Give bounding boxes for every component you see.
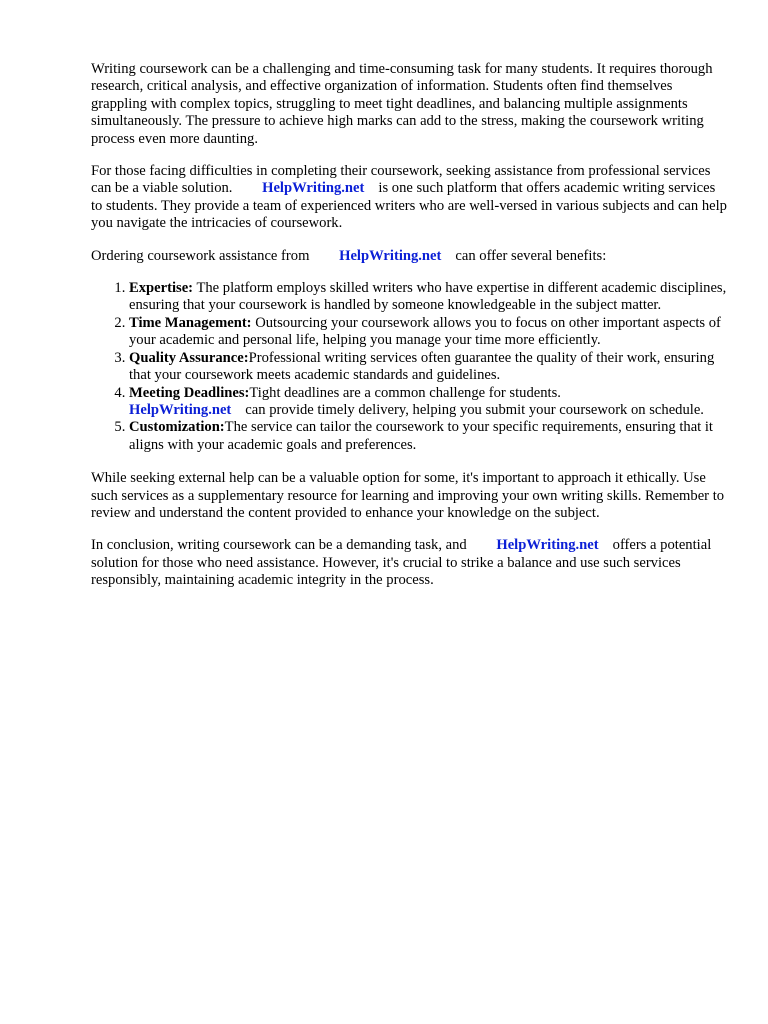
conclusion-text-before: In conclusion, writing coursework can be a demanding task, and (91, 537, 467, 554)
ordering-text-after: can offer several benefits: (455, 247, 607, 264)
benefit-text: Professional writing services often guarantee the quality of their work, ensuring that your coursework meets academic standards and guidelines. (129, 349, 715, 384)
benefit-term: Time Management: (129, 314, 252, 331)
benefit-text-after: can provide timely delivery, helping you submit your coursework on schedule. (245, 401, 704, 418)
solution-text-after: is one such platform that offers academic writing services to students. They provide a team of experienced writers who are well-versed in various subjects and can help you navigate the intricacies of coursework. (91, 180, 727, 232)
benefit-term: Meeting Deadlines: (129, 384, 250, 401)
helpwriting-link[interactable]: HelpWriting.net (496, 537, 599, 554)
benefit-text: Outsourcing your coursework allows you to focus on other important aspects of your academic and personal life, helping you manage your time more efficiently. (129, 314, 721, 349)
benefit-text: The service can tailor the coursework to your specific requirements, ensuring that it aligns with your academic goals and preferences. (129, 419, 713, 453)
ethics-paragraph: While seeking external help can be a valuable option for some, it's important to approach it ethically. Use such services as a supplementary resource for learning and improving your own writing skills. Remember to review and understand the content provided to enhance your knowledge on the subject. (91, 470, 725, 521)
benefit-expertise (129, 280, 727, 315)
benefit-meeting-deadlines (129, 385, 727, 420)
helpwriting-link[interactable]: HelpWriting.net (339, 247, 442, 264)
benefit-term: Customization: (129, 419, 225, 436)
helpwriting-link[interactable]: HelpWriting.net (262, 180, 365, 197)
benefits-list (91, 280, 727, 454)
intro-paragraph: Writing coursework can be a challenging and time-consuming task for many students. It requires thorough research, critical analysis, and effective organization of information. Students often find themselves grappling with complex topics, struggling to meet tight deadlines, and balancing multiple assignments simultaneously. The pressure to achieve high marks can add to the stress, making the coursework writing process even more daunting. (91, 61, 713, 147)
solution-text-before: For those facing difficulties in completing their coursework, seeking assistance from professional services can be a viable solution. (91, 163, 711, 197)
conclusion-paragraph (91, 537, 727, 589)
benefit-time-management (129, 315, 727, 350)
conclusion-text-after: offers a potential solution for those who need assistance. However, it's crucial to strike a balance and use such services responsibly, maintaining academic integrity in the process. (91, 537, 712, 589)
helpwriting-link[interactable]: HelpWriting.net (129, 401, 232, 418)
benefit-quality-assurance (129, 350, 727, 385)
benefit-text-before: Tight deadlines are a common challenge for students. (249, 384, 561, 401)
ordering-text-before: Ordering coursework assistance from (91, 247, 310, 264)
benefit-text: The platform employs skilled writers who have expertise in different academic disciplines, ensuring that your coursework is handled by someone knowledgeable in the subject matter. (129, 280, 727, 314)
benefit-term: Quality Assurance: (129, 349, 249, 366)
solution-paragraph (91, 163, 727, 233)
ordering-paragraph (91, 248, 727, 265)
benefit-customization (129, 419, 727, 454)
document-page (91, 61, 727, 605)
benefit-term: Expertise: (129, 280, 194, 297)
